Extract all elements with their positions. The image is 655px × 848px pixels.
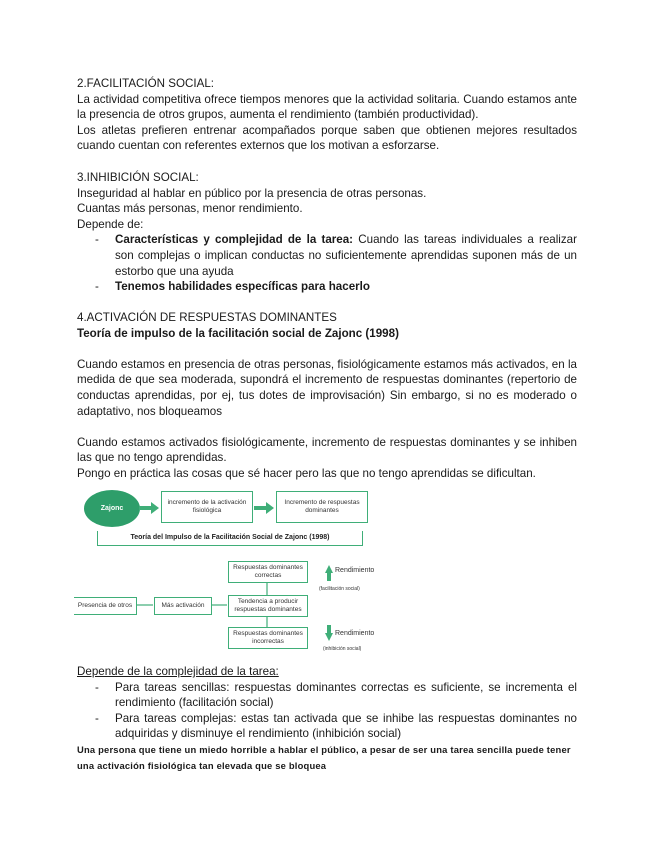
activation-box [161,491,253,523]
section-3-list [77,232,577,294]
section-inhibicion [77,170,577,295]
arrow-right-icon [139,502,159,514]
section-2-paragraph-1: La actividad competitiva ofrece tiempos menores que la actividad solitaria. Cuando estamos ante la presencia de otros grupos, aumenta el rendimiento (también productividad). [77,92,577,122]
section-4-subheading: Teoría de impulso de la facilitación social de Zajonc (1998) [77,326,399,340]
section-3-line-2: Cuantas más personas, menor rendimiento. [77,202,303,216]
dominant-responses-box [276,491,368,523]
performance-up-label: Rendimiento [335,567,375,574]
section-facilitacion [77,76,577,154]
spacer [77,419,577,435]
zajonc-circle: Zajonc [84,490,140,527]
section-activacion [77,310,577,482]
list-item-bold: Características y complejidad de la tarea: [115,233,354,247]
incorrect-responses-label: Respuestas dominantes incorrectas [233,630,303,645]
performance-down-label: Rendimiento [335,630,375,637]
list-item-bold: Tenemos habilidades específicas para hacerlo [115,280,370,294]
list-item [77,279,577,295]
example-note: Una persona que tiene un miedo horrible a hablar el público, a pesar de ser una tarea sencilla puede tener una activación fisiológica tan elevada que se bloquea [77,743,571,771]
tendency-box [228,595,308,617]
list-item-text: Para tareas complejas: estas tan activada que se inhibe las respuestas dominantes no adquiridas y disminuye el rendimiento (inhibición social) [115,711,577,741]
list-item [77,680,577,711]
dominant-responses-label: Incremento de respuestas dominantes [284,499,360,514]
presence-label: Presencia de otros [77,602,133,609]
list-item [77,711,577,742]
section-3-line-3: Depende de: [77,217,144,231]
section-4-paragraph-2: Cuando estamos activados fisiológicamente, incremento de respuestas dominantes y se inhiben las que no tengo aprendidas. [77,435,577,465]
correct-responses-label: Respuestas dominantes correctas [233,564,303,579]
inhibition-note: (inhibición social) [323,646,362,652]
spacer [77,341,577,357]
list-item-text: Cuando las tareas individuales a realizar son complejas o implican conductas no suficientemente aprendidas suponen más de un estorbo que una ayuda [115,233,577,278]
correct-responses-box [228,561,308,583]
section-2-heading: 2.FACILITACIÓN SOCIAL: [77,77,215,90]
section-4-heading: 4.ACTIVACIÓN DE RESPUESTAS DOMINANTES [77,311,337,324]
arrow-right-icon [254,502,274,514]
diagram-title: Teoría del Impulso de la Facilitación Social de Zajonc (1998) [97,531,363,546]
section-3-line-1: Inseguridad al hablar en público por la presencia de otras personas. [77,186,427,200]
section-4-paragraph-3: Pongo en práctica las cosas que sé hacer pero las que no tengo aprendidas se dificultan. [77,466,536,480]
list-item-text: Para tareas sencillas: respuestas dominantes correctas es suficiente, se incrementa el rendimiento (facilitación social) [115,680,577,710]
facilitation-note: (facilitación social) [319,586,360,592]
section-3-heading: 3.INHIBICIÓN SOCIAL: [77,171,199,184]
zajonc-diagram [77,485,397,655]
section-5-list [77,680,577,742]
presence-box [74,597,137,615]
dash-bullet: - [95,280,99,294]
list-item [77,232,577,279]
tendency-label: Tendencia a producir respuestas dominantes [234,598,302,613]
dash-bullet: - [95,233,99,247]
dash-bullet: - [95,680,99,694]
section-complejidad [77,664,577,774]
section-5-heading: Depende de la complejidad de la tarea: [77,665,279,678]
more-activation-label: Más activación [161,602,205,609]
dash-bullet: - [95,711,99,725]
incorrect-responses-box [228,627,308,649]
section-4-paragraph-1: Cuando estamos en presencia de otras personas, fisiológicamente estamos más activados, en la medida de que sea moderada, supondrá el incremento de respuestas dominantes (repertorio de conductas aprendidas, por ej, tus dotes de improvisación) Sin embargo, si no es moderado o adaptativo, nos bloqueamos [77,357,577,418]
section-2-paragraph-2: Los atletas prefieren entrenar acompañados porque saben que obtienen mejores resultados cuando cuentan con referentes externos que los motivan a esforzarse. [77,123,577,153]
more-activation-box [154,597,212,615]
activation-box-label: incremento de la activación fisiológica [167,499,247,514]
